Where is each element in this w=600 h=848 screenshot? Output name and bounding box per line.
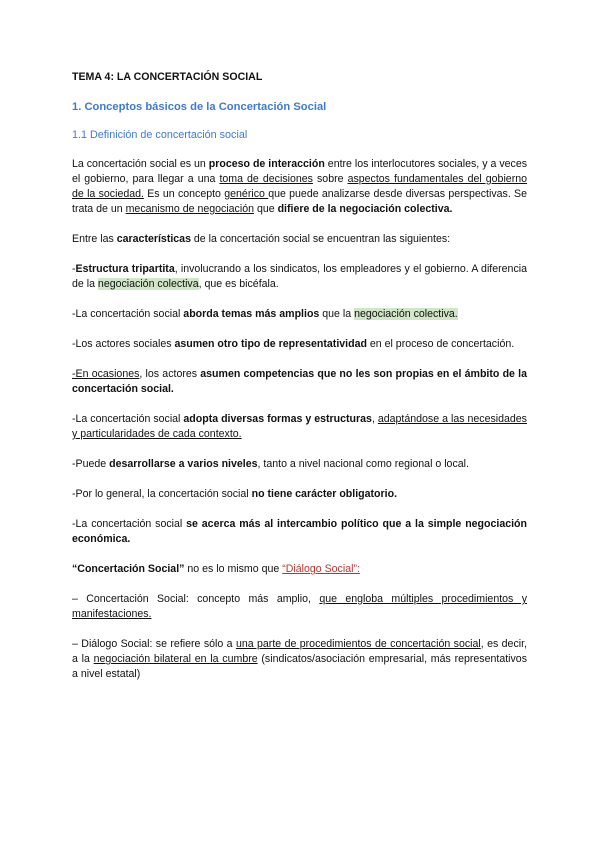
text-run: -La concertación social: [72, 308, 184, 320]
text-run: que la: [319, 308, 355, 320]
text-run: – Concertación Social: concepto más amplio,: [72, 593, 320, 605]
bold-text: características: [116, 233, 191, 245]
characteristic-item: [72, 457, 527, 472]
text-run: que puede analizarse desde diversas perspectivas. Se trata de un: [72, 188, 528, 215]
text-run: que: [254, 203, 278, 215]
text-run: Entre las: [72, 233, 117, 245]
text-run: -Puede: [72, 458, 110, 470]
definition-paragraph: [72, 157, 527, 217]
highlighted-text: negociación colectiva.: [354, 308, 458, 320]
comparison-item: [72, 637, 527, 682]
text-run: no es lo mismo que: [184, 563, 283, 575]
bold-text: Estructura tripartita: [75, 263, 175, 275]
bold-text: no tiene carácter obligatorio.: [251, 488, 398, 500]
bold-text: desarrollarse a varios niveles: [109, 458, 258, 470]
characteristics-intro: [72, 232, 527, 247]
underlined-text: una parte de procedimientos de concertación social: [235, 638, 481, 650]
text-run: -: [72, 263, 76, 275]
text-run: , que es bicéfala.: [198, 278, 279, 290]
underlined-text: aspectos fundamentales del gobierno de la sociedad.: [72, 173, 528, 200]
text-run: ,: [371, 413, 378, 425]
underlined-text: negociación bilateral en la cumbre: [93, 653, 258, 665]
comparison-item: [72, 592, 527, 622]
text-run: , es decir, a la: [72, 638, 527, 665]
characteristic-item: [72, 517, 527, 547]
text-run: entre los interlocutores sociales, y a veces el gobierno, para llegar a una: [72, 158, 528, 185]
text-run: Es un concepto: [143, 188, 225, 200]
bold-text: “Concertación Social”: [72, 563, 185, 575]
underlined-text: mecanismo de negociación: [125, 203, 254, 215]
text-run: , los actores: [139, 368, 201, 380]
bold-text: asumen otro tipo de representatividad: [174, 338, 367, 350]
underlined-text: -En ocasiones: [72, 368, 140, 380]
text-run: -Los actores sociales: [72, 338, 175, 350]
bold-text: difiere de la negociación colectiva.: [277, 203, 453, 215]
bold-text: aborda temas más amplios: [183, 308, 320, 320]
text-run: en el proceso de concertación.: [366, 338, 515, 350]
bold-text: se acerca más al intercambio político que a la simple negociación económica.: [72, 518, 527, 545]
text-run: -La concertación social: [72, 413, 184, 425]
red-underlined-text: “Diálogo Social”:: [282, 563, 360, 575]
text-run: -Por lo general, la concertación social: [72, 488, 252, 500]
characteristic-item: [72, 487, 527, 502]
underlined-text: adaptándose a las necesidades y particularidades de cada contexto.: [72, 413, 527, 440]
text-run: de la concertación social se encuentran las siguientes:: [190, 233, 451, 245]
text-run: -La concertación social: [72, 518, 187, 530]
underlined-text: que engloba múltiples procedimientos y manifestaciones.: [72, 593, 527, 620]
underlined-text: genérico: [224, 188, 269, 200]
text-run: , involucrando a los sindicatos, los empleadores y el gobierno. A diferencia de la: [72, 263, 527, 290]
text-run: La concertación social es un: [72, 158, 209, 170]
bold-text: proceso de interacción: [208, 158, 325, 170]
text-run: sobre: [312, 173, 348, 185]
characteristic-item: [72, 307, 527, 322]
document-title: TEMA 4: LA CONCERTACIÓN SOCIAL: [72, 71, 263, 83]
section-heading: 1. Conceptos básicos de la Concertación Social: [72, 101, 327, 113]
underlined-text: toma de decisiones: [219, 173, 313, 185]
text-run: (sindicatos/asociación empresarial, más representativos a nivel estatal): [72, 653, 527, 680]
comparison-heading: [72, 562, 527, 577]
characteristic-item: [72, 412, 527, 442]
characteristic-item: [72, 337, 527, 352]
characteristic-item: [72, 367, 527, 397]
bold-text: asumen competencias que no les son propias en el ámbito de la concertación social.: [72, 368, 527, 395]
subsection-heading: 1.1 Definición de concertación social: [72, 129, 248, 141]
text-run: , tanto a nivel nacional como regional o local.: [257, 458, 469, 470]
characteristic-item: [72, 262, 527, 292]
document-body: [72, 70, 527, 697]
highlighted-text: negociación colectiva: [97, 278, 199, 290]
bold-text: adopta diversas formas y estructuras: [183, 413, 372, 425]
text-run: – Diálogo Social: se refiere sólo a: [72, 638, 236, 650]
